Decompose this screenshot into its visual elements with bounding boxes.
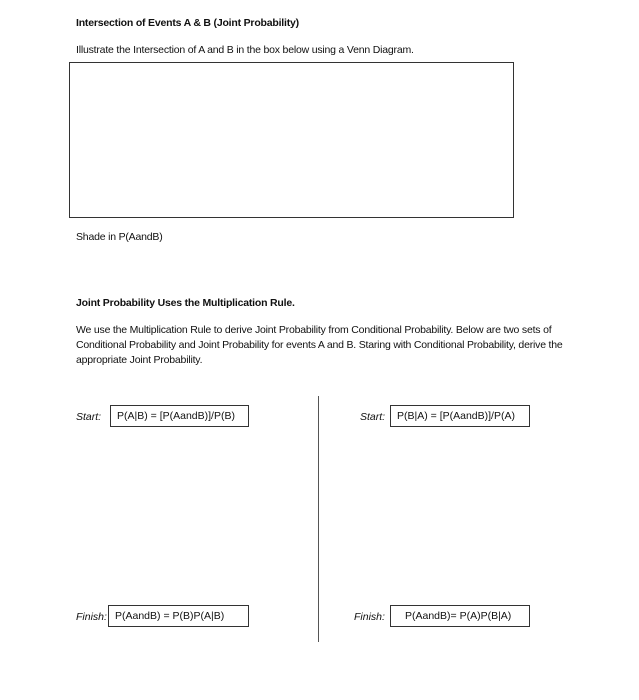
right-finish-formula[interactable]: P(AandB)= P(A)P(B|A) xyxy=(390,605,530,627)
right-start-formula: P(B|A) = [P(AandB)]/P(A) xyxy=(390,405,530,427)
multiplication-paragraph: We use the Multiplication Rule to derive Joint Probability from Conditional Probability. Below are two sets of Conditional Probability and Joint Probability for events A and B. Staring with Conditional Probability, derive the appropriate Joint Probability. xyxy=(76,324,563,366)
section-title-intersection: Intersection of Events A & B (Joint Probability) xyxy=(76,17,299,29)
section-title-multiplication: Joint Probability Uses the Multiplication Rule. xyxy=(76,297,295,309)
left-start-label: Start: xyxy=(76,411,102,423)
left-finish-label: Finish: xyxy=(76,611,107,623)
left-start-formula: P(A|B) = [P(AandB)]/P(B) xyxy=(110,405,249,427)
shade-instruction: Shade in P(AandB) xyxy=(76,231,163,243)
venn-diagram-box[interactable] xyxy=(69,62,514,218)
right-finish-label: Finish: xyxy=(354,611,385,623)
venn-instruction: Illustrate the Intersection of A and B in the box below using a Venn Diagram. xyxy=(76,44,414,56)
column-divider xyxy=(318,396,319,642)
left-finish-formula[interactable]: P(AandB) = P(B)P(A|B) xyxy=(108,605,249,627)
right-start-label: Start: xyxy=(360,411,386,423)
